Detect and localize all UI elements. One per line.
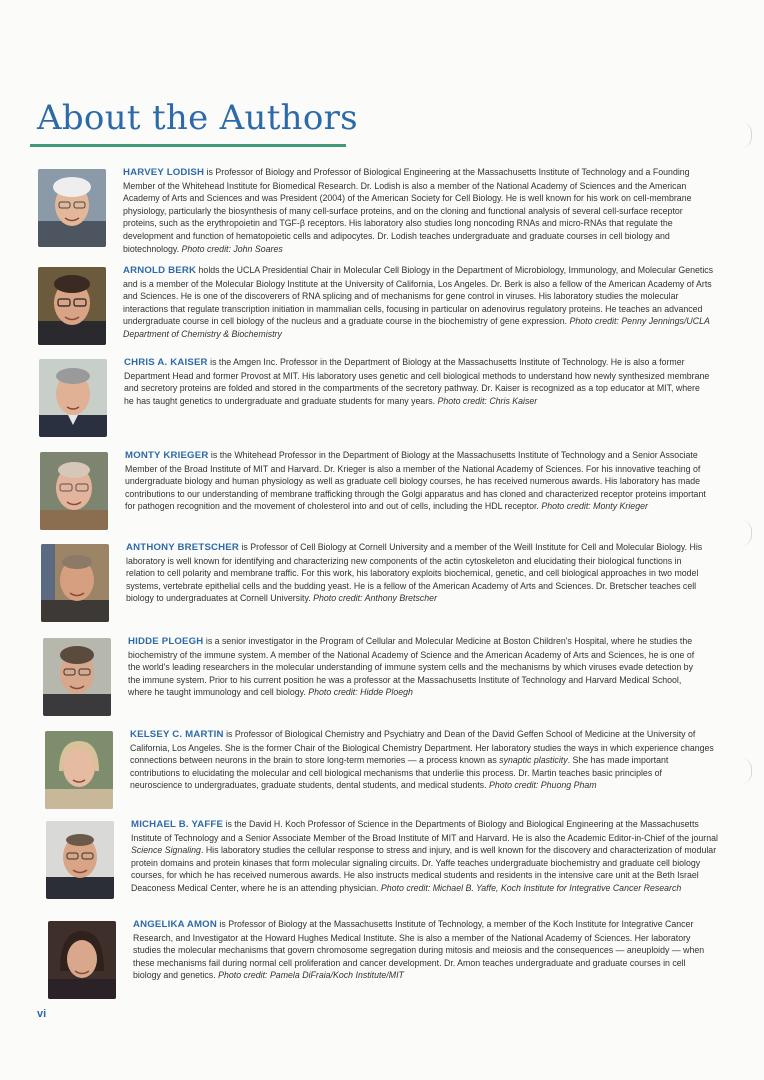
bio-text: is the Whitehead Professor in the Department of Biology at the Massachusetts Institute of Technology and a Senior Associate Member of the Broad Institute of MIT and Harvard. Dr. Krieger is also a member of the National Academy of Sciences. For his innovative teaching of undergraduate biology and human physiology as well as graduate cell biology courses, he has received numerous awards. His laboratory has made contributions to our understanding of membrane trafficking through the Golgi apparatus and has cloned and characterized receptor proteins important for pathogen recognition and the movement of cholesterol into and out of cells, including the HDL receptor. bbox=[125, 450, 706, 512]
title-underline bbox=[30, 144, 346, 147]
author-entry bbox=[45, 728, 715, 809]
photo-credit: Photo credit: Monty Krieger bbox=[541, 501, 648, 512]
author-bio bbox=[123, 264, 714, 341]
author-name: MICHAEL B. YAFFE bbox=[131, 819, 224, 830]
photo-credit: Photo credit: John Soares bbox=[181, 243, 283, 254]
author-photo bbox=[39, 359, 107, 437]
author-entry bbox=[39, 356, 712, 437]
author-bio bbox=[123, 166, 704, 255]
photo-credit: Photo credit: Pamela DiFraia/Koch Institute/MIT bbox=[218, 970, 404, 981]
author-bio bbox=[133, 918, 711, 982]
photo-credit: Photo credit: Penny Jennings/UCLA Department of Chemistry & Biochemistry bbox=[123, 316, 710, 339]
author-name: ANTHONY BRETSCHER bbox=[126, 542, 240, 553]
photo-credit: Photo credit: Anthony Bretscher bbox=[313, 593, 437, 604]
author-photo bbox=[48, 921, 116, 999]
bio-text: is Professor of Biological Chemistry and Psychiatry and Dean of the David Geffen School of Medicine at the University of California, Los Angeles. She is the former Chair of the Biological Chemistry Department. Her laboratory studies the ways in which experience changes connections between neurons in the brain to store long-term memories — a process known as bbox=[130, 729, 714, 766]
author-photo bbox=[45, 731, 113, 809]
author-entry bbox=[38, 166, 704, 255]
page-title: About the Authors bbox=[37, 98, 358, 138]
bio-text: . She has made important contributions to elucidating the molecular and cell biological mechanisms that underlie this process. Dr. Martin teaches basic principles of neuroscience to undergraduates, graduate students, dental students, and medical students. bbox=[130, 755, 669, 791]
bio-text: is the David H. Koch Professor of Science in the Departments of Biology and Biological Engineering at the Massachusetts Institute of Technology and a Senior Associate Member of the Broad Institute of MIT and Harvard. He is also the Academic Editor-in-Chief of the journal bbox=[131, 819, 718, 843]
bio-text: . His laboratory studies the cellular response to stress and injury, and is well known for the discovery and characterization of modular protein domains and protein kinases that form molecular signaling circuits. Dr. Yaffe teaches undergraduate biochemistry and graduate cell biology courses, for which he has received numerous awards. He also instructs medical students and residents in the intensive care unit at the Beth Israel Deaconess Medical Center, where he is an attending physician. bbox=[131, 845, 717, 893]
author-bio bbox=[130, 728, 715, 792]
bio-text: is Professor of Cell Biology at Cornell University and a member of the Weill Institute for Cell and Molecular Biology. His laboratory is well known for identifying and characterizing new components of the actin cytoskeleton and elucidating their biological functions in relation to cell polarity and membrane traffic. For this work, his laboratory exploits biochemical, genetic, and cell biological approaches in two model systems, vertebrate epithelial cells and the budding yeast. He is a fellow of the American Academy of Arts and Sciences. Dr. Bretscher teaches cell biology to undergraduates at Cornell University. bbox=[126, 542, 703, 604]
author-photo bbox=[43, 638, 111, 716]
author-entry bbox=[48, 918, 711, 999]
author-entry bbox=[38, 264, 714, 345]
author-bio bbox=[125, 449, 714, 513]
bio-text: is the Amgen Inc. Professor in the Department of Biology at the Massachusetts Institute of Technology. He is also a former Department Head and former Provost at MIT. His laboratory uses genetic and cell biological methods to understand how newly synthesized membrane and secretory proteins are folded and stored in the compartments of the secretory pathway. Dr. Kaiser is recognized as a top educator at MIT, where he has taught genetics to undergraduate and graduate students for many years. bbox=[124, 357, 710, 406]
photo-credit: Photo credit: Michael B. Yaffe, Koch Institute for Integrative Cancer Research bbox=[380, 882, 682, 893]
author-name: KELSEY C. MARTIN bbox=[130, 729, 224, 740]
page-edge-mark bbox=[741, 520, 752, 546]
page-edge-mark bbox=[741, 122, 752, 148]
author-photo bbox=[38, 169, 106, 247]
author-name: ARNOLD BERK bbox=[123, 265, 197, 276]
bio-text: is Professor of Biology and Professor of Biological Engineering at the Massachusetts Institute of Technology and a Founding Member of the Whitehead Institute for Biomedical Research. Dr. Lodish is also a member of the National Academy of Sciences and the American Academy of Arts and Sciences and was President (2004) of the American Society for Cell Biology. He is well known for his work on cell-membrane physiology, particularly the biosynthesis of many cell-surface proteins, and on the cloning and functional analysis of several cell-surface receptor proteins, such as the erythropoietin and TGF-β receptors. His laboratory also studies long noncoding RNAs and micro-RNAs that regulate the development and function of hematopoietic cells and adipocytes. Dr. Lodish teaches undergraduate and graduate courses in cell biology and biotechnology. bbox=[123, 167, 692, 254]
author-bio bbox=[131, 818, 718, 895]
page-edge-mark bbox=[741, 758, 752, 784]
author-name: CHRIS A. KAISER bbox=[124, 357, 208, 368]
author-name: HIDDE PLOEGH bbox=[128, 636, 204, 647]
photo-credit: Photo credit: Hidde Ploegh bbox=[308, 687, 413, 698]
author-name: MONTY KRIEGER bbox=[125, 450, 209, 461]
photo-credit: Photo credit: Phuong Pham bbox=[488, 780, 597, 791]
author-photo bbox=[40, 452, 108, 530]
term-italic: synaptic plasticity bbox=[499, 755, 568, 766]
author-photo bbox=[46, 821, 114, 899]
author-entry bbox=[43, 635, 703, 716]
author-entry bbox=[46, 818, 718, 899]
author-photo bbox=[38, 267, 106, 345]
bio-text: is a senior investigator in the Program of Cellular and Molecular Medicine at Boston Children's Hospital, where he studies the biochemistry of the immune system. A member of the National Academy of Science and the American Academy of Arts and Sciences, he is one of the world's leading researchers in the molecular understanding of immune system cells and the mechanisms by which viruses evade detection by the immune system. Prior to his current position he was a professor at the Massachusetts Institute of Technology and Harvard Medical School, where he taught immunology and cell biology. bbox=[128, 636, 695, 698]
term-italic: Science Signaling bbox=[131, 845, 201, 856]
bio-text: is Professor of Biology at the Massachusetts Institute of Technology, a member of the Koch Institute for Integrative Cancer Research, and Investigator at the Howard Hughes Medical Institute. She is also a member of the National Academy of Sciences. Her laboratory studies the molecular mechanisms that govern chromosome segregation during mitosis and meiosis and the consequences — aneuploidy — when these mechanisms fail during normal cell proliferation and cancer development. Dr. Amon teaches undergraduate and graduate courses in cell biology and genetics. bbox=[133, 919, 705, 981]
author-bio bbox=[124, 356, 712, 407]
photo-credit: Photo credit: Chris Kaiser bbox=[437, 395, 538, 406]
author-bio bbox=[126, 541, 708, 605]
author-entry bbox=[40, 449, 714, 530]
author-bio bbox=[128, 635, 703, 699]
author-entry bbox=[41, 541, 708, 622]
author-name: ANGELIKA AMON bbox=[133, 919, 217, 930]
bio-text: holds the UCLA Presidential Chair in Molecular Cell Biology in the Department of Microbiology, Immunology, and Molecular Genetics and is a member of the Molecular Biology Institute at the University of California, Los Angeles. Dr. Berk is also a fellow of the American Academy of Arts and Sciences. He is one of the discoverers of RNA splicing and of mechanisms for gene control in viruses. His laboratory studies the molecular interactions that regulate transcription initiation in mammalian cells, focusing in particular on adenovirus regulatory proteins. He teaches an advanced undergraduate course in cell biology of the nucleus and a graduate course in the biochemistry of gene expression. bbox=[123, 265, 714, 327]
author-name: HARVEY LODISH bbox=[123, 167, 205, 178]
author-photo bbox=[41, 544, 109, 622]
page-number: vi bbox=[37, 1008, 47, 1020]
